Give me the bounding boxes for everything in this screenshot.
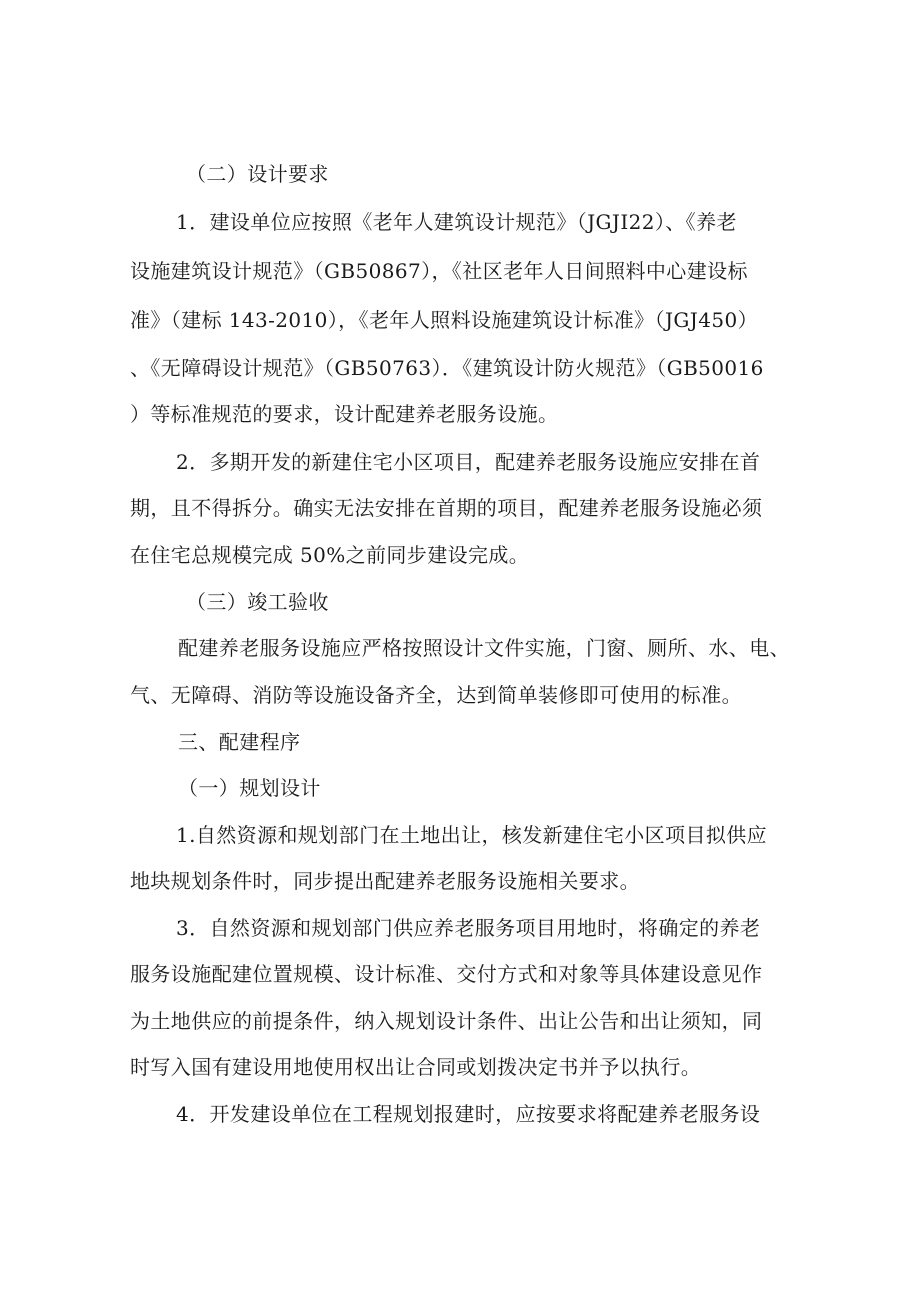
- heading-completion-acceptance: （三）竣工验收: [186, 590, 329, 614]
- paragraph-line: 准》（建标 143-2010），《老年人照料设施建筑设计标准》（JGJ450）: [130, 308, 758, 332]
- paragraph-line: 在住宅总规模完成 50%之前同步建设完成。: [130, 543, 530, 567]
- paragraph-line: 气、无障碍、消防等设施设备齐全，达到简单装修即可使用的标准。: [130, 683, 742, 707]
- paragraph-line: 4．开发建设单位在工程规划报建时，应按要求将配建养老服务设: [176, 1102, 761, 1126]
- paragraph-line: 期，且不得拆分。确实无法安排在首期的项目，配建养老服务设施必须: [130, 496, 763, 520]
- paragraph-line: ）等标准规范的要求，设计配建养老服务设施。: [130, 402, 559, 426]
- paragraph-line: 地块规划条件时，同步提出配建养老服务设施相关要求。: [130, 869, 640, 893]
- section-heading-procedure: 三、配建程序: [178, 730, 301, 754]
- paragraph-line: 时写入国有建设用地使用权出让合同或划拨决定书并予以执行。: [130, 1055, 702, 1079]
- heading-planning-design: （一）规划设计: [178, 776, 321, 800]
- paragraph-line: 2．多期开发的新建住宅小区项目，配建养老服务设施应安排在首: [176, 450, 761, 474]
- paragraph-line: 配建养老服务设施应严格按照设计文件实施，门窗、厕所、水、电、: [178, 636, 790, 660]
- paragraph-line: 3．自然资源和规划部门供应养老服务项目用地时，将确定的养老: [176, 916, 761, 940]
- paragraph-line: 设施建筑设计规范》（GB50867），《社区老年人日间照料中心建设标: [130, 259, 748, 283]
- paragraph-line: 为土地供应的前提条件，纳入规划设计条件、出让公告和出让须知，同: [130, 1009, 763, 1033]
- paragraph-line: 、《无障碍设计规范》（GB50763）．《建筑设计防火规范》（GB50016: [130, 356, 764, 380]
- heading-design-requirements: （二）设计要求: [186, 162, 329, 186]
- paragraph-line: 服务设施配建位置规模、设计标准、交付方式和对象等具体建设意见作: [130, 962, 763, 986]
- paragraph-line: 1.自然资源和规划部门在土地出让，核发新建住宅小区项目拟供应: [176, 823, 768, 847]
- paragraph-line: 1．建设单位应按照《老年人建筑设计规范》（JGJI22）、《养老: [176, 210, 737, 234]
